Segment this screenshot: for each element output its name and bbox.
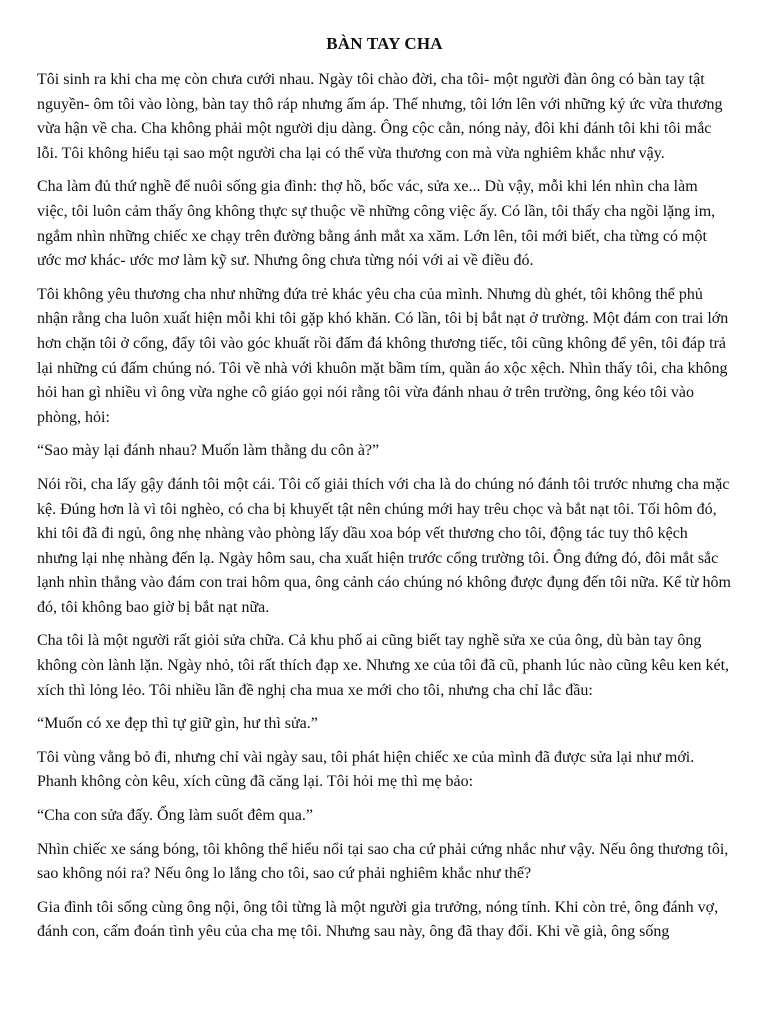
paragraph-10: Nhìn chiếc xe sáng bóng, tôi không thể hiểu nổi tại sao cha cứ phải cứng nhắc như vậy. Nếu ông thương tôi, sao không nói ra? Nếu ông lo lắng cho tôi, sao cứ phải nghiêm khắc như thế? [37,840,729,883]
paragraph-4-quote: “Sao mày lại đánh nhau? Muốn làm thằng du côn à?” [37,442,380,460]
paragraph-5: Nói rồi, cha lấy gậy đánh tôi một cái. Tôi cố giải thích với cha là do chúng nó đánh tôi trước nhưng cha mặc kệ. Đúng hơn là vì tôi nghèo, có cha bị khuyết tật nên chúng mới hay trêu chọc và bắt nạt tôi. Tối hôm đó, khi tôi đã đi ngủ, ông nhẹ nhàng vào phòng lấy dầu xoa bóp vết thương cho tôi, động tác tuy thô kệch nhưng lại nhẹ nhàng đến lạ. Ngày hôm sau, cha xuất hiện trước cổng trường tôi. Ông đứng đó, đôi mắt sắc lạnh nhìn thẳng vào đám con trai hôm qua, ông cảnh cáo chúng nó không được đụng đến tôi nữa. Kể từ hôm đó, tôi không bao giờ bị bắt nạt nữa. [37,475,731,616]
paragraph-9-quote: “Cha con sửa đấy. Ổng làm suốt đêm qua.” [37,807,314,825]
paragraph-2: Cha làm đủ thứ nghề để nuôi sống gia đình: thợ hồ, bốc vác, sửa xe... Dù vậy, mỗi khi lén nhìn cha làm việc, tôi luôn cảm thấy ông không thực sự thuộc về những công việc ấy. Có lần, tôi thấy cha ngồi lặng im, ngắm nhìn những chiếc xe chạy trên đường bằng ánh mắt xa xăm. Lớn lên, tôi mới biết, cha từng có một ước mơ khác- ước mơ làm kỹ sư. Nhưng ông chưa từng nói với ai về điều đó. [37,178,716,270]
paragraph-6: Cha tôi là một người rất giỏi sửa chữa. Cả khu phố ai cũng biết tay nghề sửa xe của ông, dù bàn tay ông không còn lành lặn. Ngày nhỏ, tôi rất thích đạp xe. Nhưng xe của tôi đã cũ, phanh lúc nào cũng kêu ken két, xích thì lỏng lẻo. Tôi nhiều lần đề nghị cha mua xe mới cho tôi, nhưng cha chỉ lắc đầu: [37,632,730,699]
paragraph-1: Tôi sinh ra khi cha mẹ còn chưa cưới nhau. Ngày tôi chào đời, cha tôi- một người đàn ông có bàn tay tật nguyền- ôm tôi vào lòng, bàn tay thô ráp nhưng ấm áp. Thế nhưng, tôi lớn lên với những ký ức vừa thương vừa hận về cha. Cha không phải một người dịu dàng. Ông cộc cằn, nóng nảy, đôi khi đánh tôi khi tôi mắc lỗi. Tôi không hiểu tại sao một người cha lại có thể vừa thương con mà vừa nghiêm khắc như vậy. [37,71,723,162]
paragraph-8: Tôi vùng vằng bỏ đi, nhưng chỉ vài ngày sau, tôi phát hiện chiếc xe của mình đã được sửa lại như mới. Phanh không còn kêu, xích cũng đã căng lại. Tôi hỏi mẹ thì mẹ bảo: [37,748,695,791]
document-title: BÀN TAY CHA [326,34,443,53]
paragraph-7-quote: “Muốn có xe đẹp thì tự giữ gìn, hư thì sửa.” [37,715,318,733]
paragraph-11: Gia đình tôi sống cùng ông nội, ông tôi từng là một người gia trưởng, nóng tính. Khi còn trẻ, ông đánh vợ, đánh con, cấm đoán tình yêu của cha mẹ tôi. Nhưng sau này, ông đã thay đổi. Khi về già, ông sống [37,898,719,941]
paragraph-3: Tôi không yêu thương cha như những đứa trẻ khác yêu cha của mình. Nhưng dù ghét, tôi không thể phủ nhận rằng cha luôn xuất hiện mỗi khi tôi gặp khó khăn. Có lần, tôi bị bắt nạt ở trường. Một đám con trai lớn hơn chặn tôi ở cổng, đẩy tôi vào góc khuất rồi đấm đá không thương tiếc, tôi cũng không để yên, tôi đáp trả lại những cú đấm chúng nó. Tôi về nhà với khuôn mặt bầm tím, quần áo xộc xệch. Nhìn thấy tôi, cha không hỏi han gì nhiều vì ông vừa nghe cô giáo gọi nói rằng tôi vừa đánh nhau ở trên trường, ông kéo tôi vào phòng, hỏi: [37,285,729,426]
